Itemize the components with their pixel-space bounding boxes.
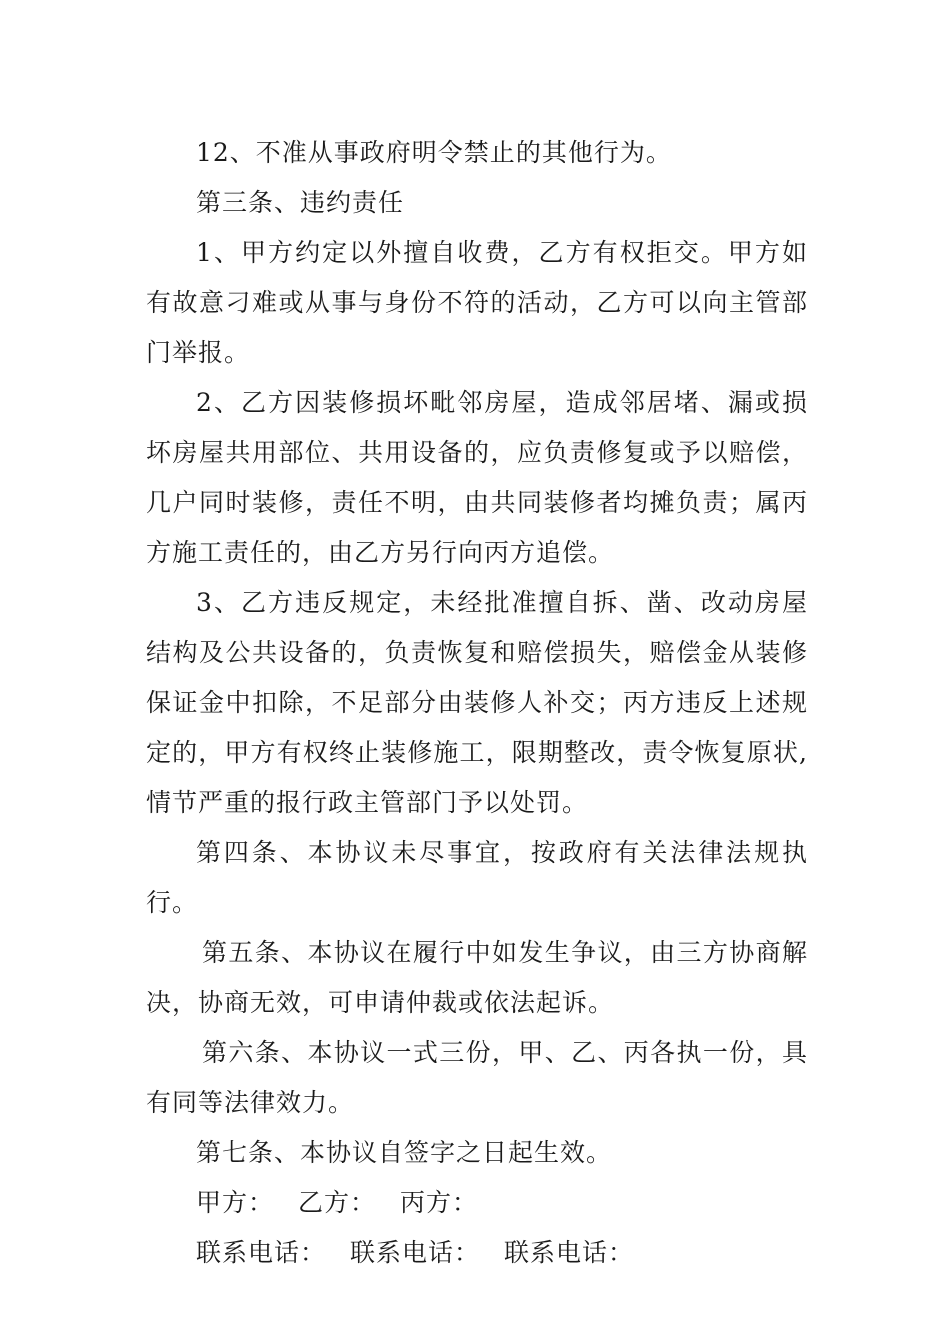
signature-line <box>146 1178 808 1228</box>
signature-party-a: 甲方： <box>196 1188 275 1217</box>
paragraph-liability-1: 1、甲方约定以外擅自收费，乙方有权拒交。甲方如有故意刁难或从事与身份不符的活动，乙方可以向主管部门举报。 <box>146 238 808 367</box>
phone-line <box>146 1228 808 1278</box>
paragraph-liability-2: 2、乙方因装修损坏毗邻房屋，造成邻居堵、漏或损坏房屋共用部位、共用设备的，应负责修复或予以赔偿，几户同时装修，责任不明，由共同装修者均摊负责；属丙方施工责任的，由乙方另行向丙方追偿。 <box>146 388 808 567</box>
signature-party-c: 丙方： <box>400 1188 479 1217</box>
signature-party-b: 乙方： <box>298 1188 377 1217</box>
paragraph-article-7: 第七条、本协议自签字之日起生效。 <box>196 1138 613 1167</box>
heading-article-3: 第三条、违约责任 <box>196 188 405 217</box>
paragraph-liability-3: 3、乙方违反规定，未经批准擅自拆、凿、改动房屋结构及公共设备的，负责恢复和赔偿损失，赔偿金从装修保证金中扣除，不足部分由装修人补交；丙方违反上述规定的，甲方有权终止装修施工，限期整改，责令恢复原状,情节严重的报行政主管部门予以处罚。 <box>146 588 808 817</box>
paragraph-article-5: 第五条、本协议在履行中如发生争议，由三方协商解决，协商无效，可申请仲裁或依法起诉。 <box>146 938 808 1017</box>
paragraph-article-6: 第六条、本协议一式三份，甲、乙、丙各执一份，具有同等法律效力。 <box>146 1038 808 1117</box>
document-body <box>146 128 808 1278</box>
paragraph-clause-12: 12、不准从事政府明令禁止的其他行为。 <box>196 138 672 167</box>
phone-party-c: 联系电话： <box>504 1238 635 1267</box>
phone-party-b: 联系电话： <box>350 1238 481 1267</box>
paragraph-article-4: 第四条、本协议未尽事宜，按政府有关法律法规执行。 <box>146 838 808 917</box>
phone-party-a: 联系电话： <box>196 1238 327 1267</box>
